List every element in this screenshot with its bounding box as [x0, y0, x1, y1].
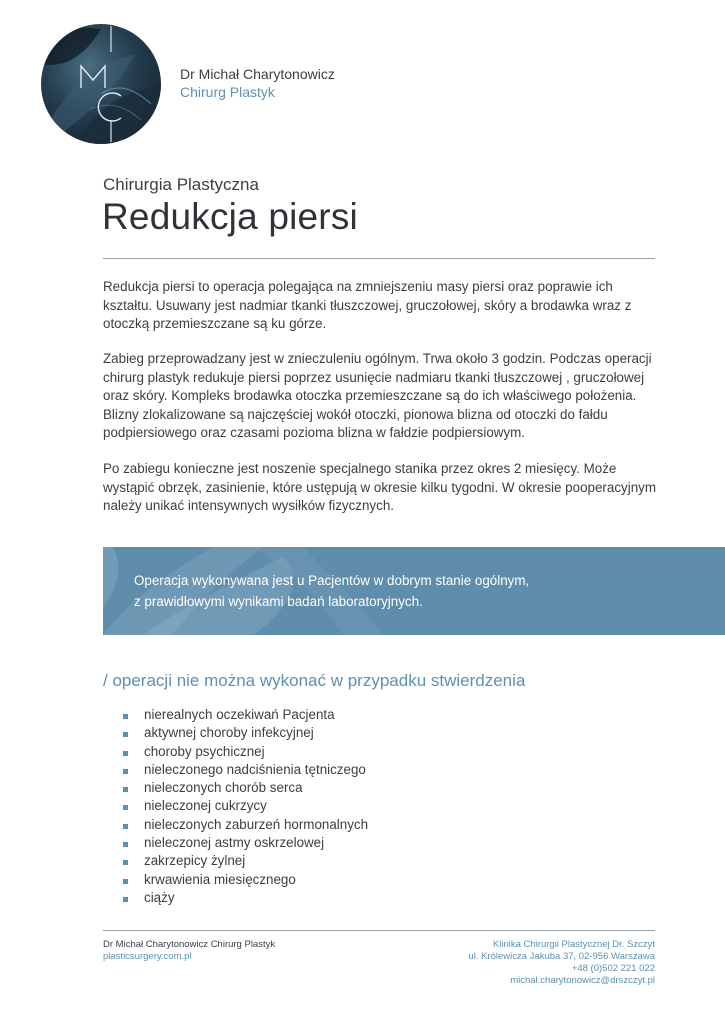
list-item: [121, 816, 368, 834]
paragraph: Zabieg przeprowadzany jest w znieczuleniu ogólnym. Trwa około 3 godzin. Podczas operacji chirurg plastyk redukuje piersi poprzez usunięcie nadmiaru tkanki tłuszczowej , gruczołowej oraz skóry. Kompleks brodawka otoczka przemieszczane są do ich właściwego położenia. Blizny zlokalizowane są najczęściej wokół otoczki, pionowa blizna od otoczki do fałdu podpiersiowego oraz czasami pozioma blizna w fałdzie podpiersiowym.: [103, 351, 652, 440]
footer-clinic-name: Klinika Chirurgii Plastycznej Dr. Szczyt: [492, 939, 655, 950]
footer-phone: +48 (0)502 221 022: [571, 963, 655, 974]
list-item: [121, 706, 368, 724]
footer-doctor-name: Dr Michał Charytonowicz Chirurg Plastyk: [103, 939, 276, 950]
doctor-title: Chirurg Plastyk: [180, 84, 275, 100]
bullet-square-icon: [123, 842, 128, 847]
list-item: [121, 834, 368, 852]
section-label: Chirurgia Plastyczna: [103, 175, 259, 194]
doctor-name: Dr Michał Charytonowicz: [180, 66, 335, 82]
divider: [103, 258, 655, 259]
list-item: [121, 761, 368, 779]
contraindications-list: [121, 706, 368, 907]
list-item: [121, 871, 368, 889]
footer-divider: [103, 930, 655, 931]
paragraph: Redukcja piersi to operacja polegająca na zmniejszeniu masy piersi oraz poprawie ich kształtu. Usuwany jest nadmiar tkanki tłuszczowej, gruczołowej, skóry a brodawka wraz z otoczką przemieszczane są ku górze.: [103, 279, 632, 331]
list-item: [121, 852, 368, 870]
banner-text: [134, 570, 694, 612]
bullet-square-icon: [123, 751, 128, 756]
list-item-text: nieleczonych chorób serca: [144, 780, 303, 796]
contraindications-heading: / operacji nie można wykonać w przypadku stwierdzenia: [103, 671, 526, 690]
list-item-text: nieleczonej cukrzycy: [144, 798, 267, 814]
banner-line: Operacja wykonywana jest u Pacjentów w dobrym stanie ogólnym,: [134, 573, 530, 588]
list-item: [121, 779, 368, 797]
paragraph: Po zabiegu konieczne jest noszenie specjalnego stanika przez okres 2 miesięcy. Może wystąpić obrzęk, zasinienie, które ustępują w okresie kilku tygodni. W okresie pooperacyjnym należy unikać intensywnych wysiłków fizycznych.: [103, 461, 656, 513]
bullet-square-icon: [123, 714, 128, 719]
footer-email-link[interactable]: michal.charytonowicz@drszczyt.pl: [510, 975, 655, 986]
bullet-square-icon: [123, 824, 128, 829]
footer-right: [468, 939, 655, 987]
list-item-text: nieleczonego nadciśnienia tętniczego: [144, 761, 366, 777]
bullet-square-icon: [123, 787, 128, 792]
footer-left: [103, 939, 275, 963]
bullet-square-icon: [123, 769, 128, 774]
list-item-text: nierealnych oczekiwań Pacjenta: [144, 707, 335, 722]
page-title: Redukcja piersi: [102, 196, 358, 237]
bullet-square-icon: [123, 879, 128, 884]
banner-line: z prawidłowymi wynikami badań laboratoryjnych.: [134, 594, 423, 609]
list-item-text: choroby psychicznej: [144, 743, 265, 759]
bullet-square-icon: [123, 805, 128, 810]
bullet-square-icon: [123, 860, 128, 865]
list-item-text: nieleczonych zaburzeń hormonalnych: [144, 816, 369, 832]
bullet-square-icon: [123, 897, 128, 902]
list-item-text: aktywnej choroby infekcyjnej: [144, 725, 314, 741]
bullet-square-icon: [123, 732, 128, 737]
logo: [41, 24, 161, 144]
list-item-text: ciąży: [144, 889, 175, 905]
list-item-text: nieleczonej astmy oskrzelowej: [144, 835, 325, 851]
info-banner: [103, 547, 725, 635]
list-item: [121, 724, 368, 742]
logo-graphic: [41, 24, 161, 144]
list-item-text: zakrzepicy żylnej: [144, 853, 246, 869]
list-item: [121, 797, 368, 815]
footer-address: ul. Królewicza Jakuba 37, 02-956 Warszawa: [468, 951, 655, 962]
list-item: [121, 743, 368, 761]
footer-website-link[interactable]: plasticsurgery.com.pl: [103, 951, 192, 962]
list-item-text: krwawienia miesięcznego: [144, 871, 296, 887]
list-item: [121, 889, 368, 907]
